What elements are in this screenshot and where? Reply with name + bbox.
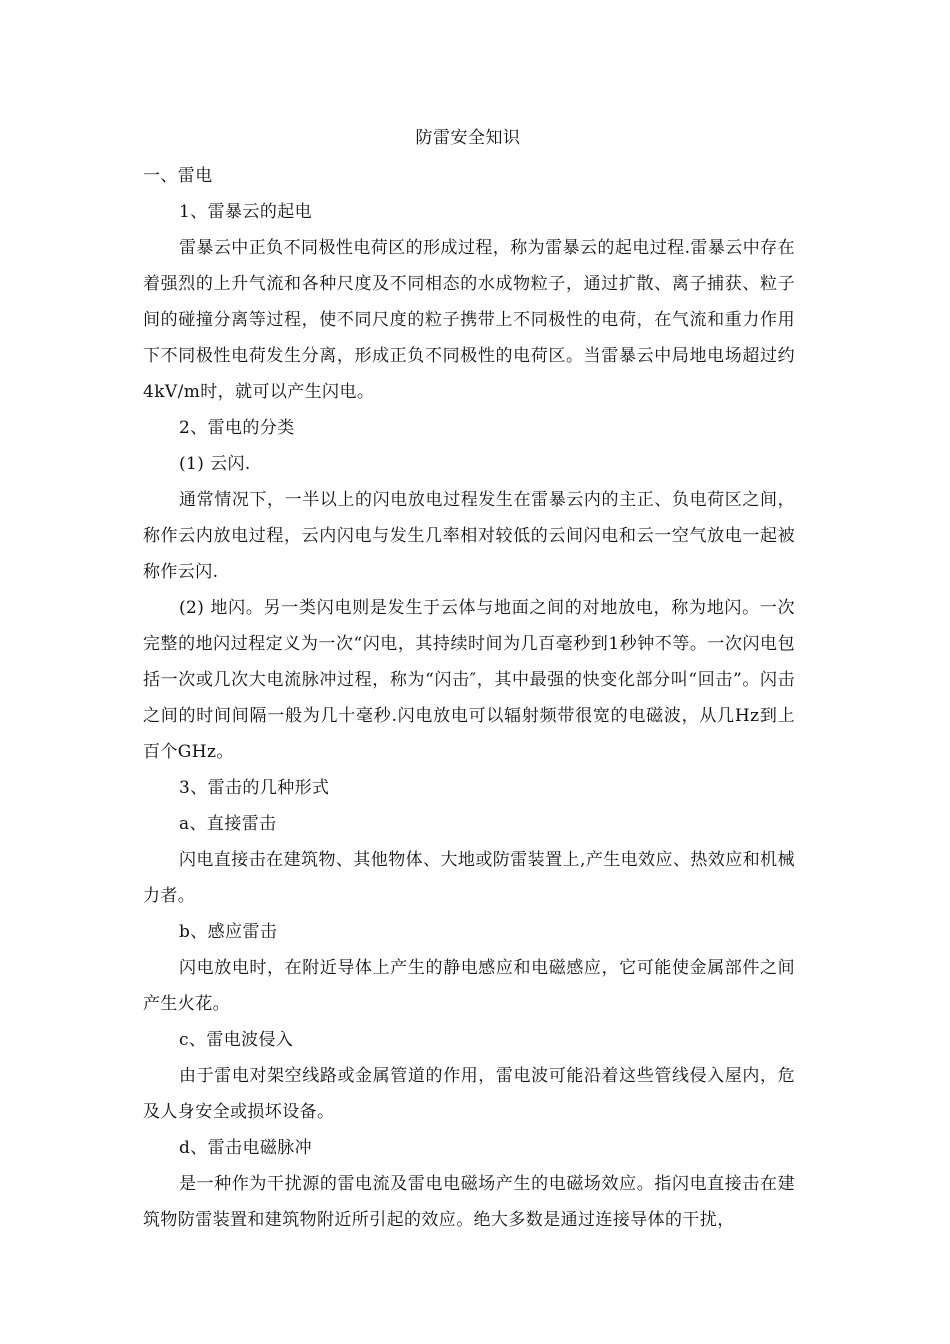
paragraph-cloud-flash: 通常情况下，一半以上的闪电放电过程发生在雷暴云内的主正、负电荷区之间，称作云内放电过程，云内闪电与发生几率相对较低的云间闪电和云一空气放电一起被称作云闪.	[143, 490, 795, 582]
item-cloud-flash: (1) 云闪.	[179, 454, 251, 474]
item-induced-strike: b、感应雷击	[179, 922, 278, 942]
item-direct-strike: a、直接雷击	[179, 814, 277, 834]
paragraph-electromagnetic-pulse: 是一种作为干扰源的雷电流及雷电电磁场产生的电磁场效应。指闪电直接击在建筑物防雷装置和建筑物附近所引起的效应。绝大多数是通过连接导体的干扰，	[143, 1174, 795, 1230]
subheading-strike-forms: 3、雷击的几种形式	[179, 778, 330, 798]
paragraph-direct-strike: 闪电直接击在建筑物、其他物体、大地或防雷装置上,产生电效应、热效应和机械力者。	[143, 850, 795, 906]
document-title: 防雷安全知识	[415, 128, 521, 148]
paragraph-wave-intrusion: 由于雷电对架空线路或金属管道的作用，雷电波可能沿着这些管线侵入屋内，危及人身安全或损坏设备。	[143, 1066, 795, 1122]
paragraph-induced-strike: 闪电放电时，在附近导体上产生的静电感应和电磁感应，它可能使金属部件之间产生火花。	[143, 958, 795, 1014]
item-electromagnetic-pulse: d、雷击电磁脉冲	[179, 1138, 313, 1158]
subheading-classification: 2、雷电的分类	[179, 418, 295, 438]
subheading-charging: 1、雷暴云的起电	[179, 202, 313, 222]
item-wave-intrusion: c、雷电波侵入	[179, 1030, 294, 1050]
paragraph-ground-flash: (2) 地闪。另一类闪电则是发生于云体与地面之间的对地放电，称为地闪。一次完整的地闪过程定义为一次“闪电，其持续时间为几百毫秒到1秒钟不等。一次闪电包括一次或几次大电流脉冲过程，称为“闪击″，其中最强的快变化部分叫“回击”。闪击之间的时间间隔一般为几十毫秒.闪电放电可以辐射频带很宽的电磁波，从几Hz到上百个GHz。	[143, 598, 795, 762]
paragraph-charging: 雷暴云中正负不同极性电荷区的形成过程，称为雷暴云的起电过程.雷暴云中存在着强烈的上升气流和各种尺度及不同相态的水成物粒子，通过扩散、离子捕获、粒子间的碰撞分离等过程，使不同尺度的粒子携带上不同极性的电荷，在气流和重力作用下不同极性电荷发生分离，形成正负不同极性的电荷区。当雷暴云中局地电场超过约4kV/m时，就可以产生闪电。	[143, 238, 795, 402]
section-heading-lightning: 一、雷电	[143, 166, 213, 186]
document-body	[143, 158, 795, 1238]
